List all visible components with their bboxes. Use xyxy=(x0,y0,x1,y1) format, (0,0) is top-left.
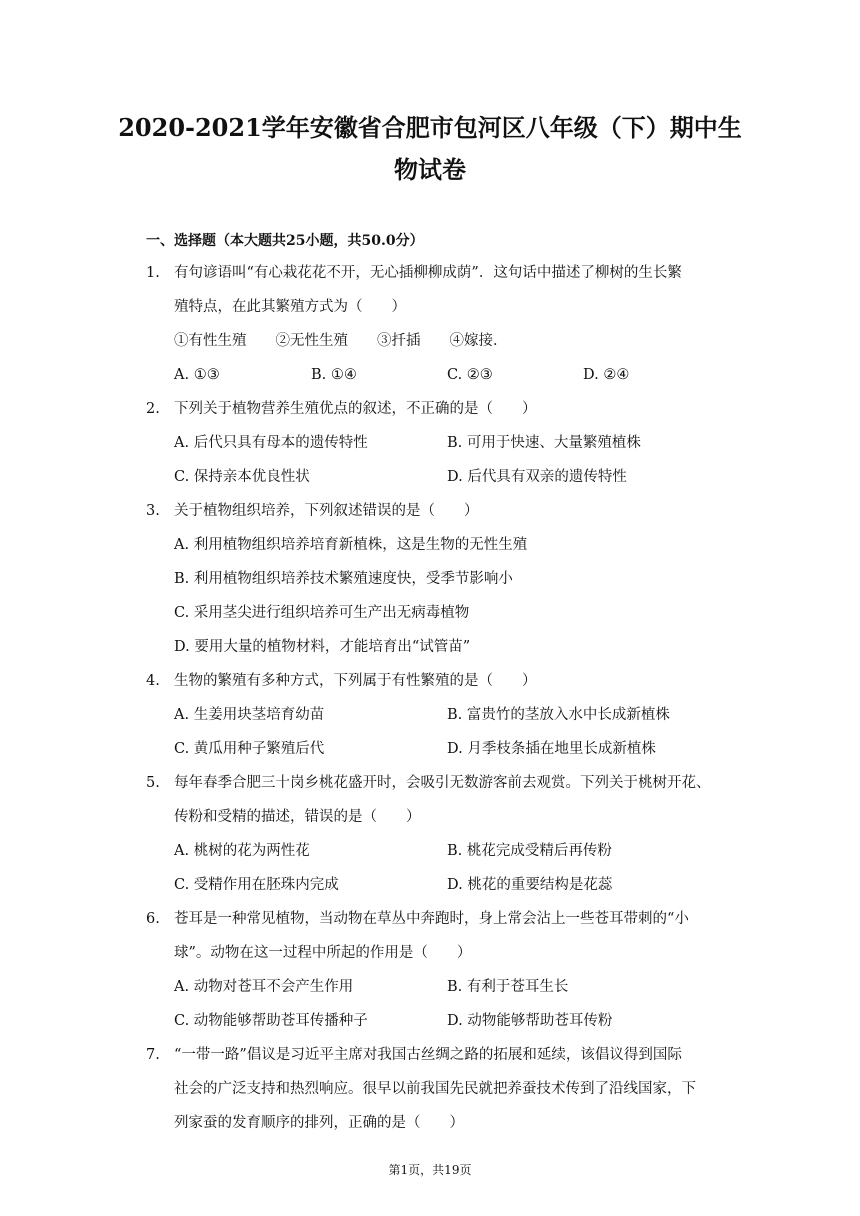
option-b: B. 桃花完成受精后再传粉 xyxy=(447,843,612,859)
option-a: A. 动物对苍耳不会产生作用 xyxy=(174,979,354,995)
question-text-line: 球”。动物在这一过程中所起的作用是（ ） xyxy=(174,945,472,961)
question-text-line: 有句谚语叫“有心栽花花不开，无心插柳柳成荫”．这句话中描述了柳树的生长繁 xyxy=(174,265,682,281)
option-a: A. 后代只具有母本的遗传特性 xyxy=(174,435,368,451)
option-a: A. 桃树的花为两性花 xyxy=(174,843,310,859)
question-number: 1. xyxy=(146,265,160,281)
option-c: C. 采用茎尖进行组织培养可生产出无病毒植物 xyxy=(174,605,470,621)
option-c: C. 保持亲本优良性状 xyxy=(174,469,310,485)
question-text-line: “一带一路”倡议是习近平主席对我国古丝绸之路的拓展和延续，该倡议得到国际 xyxy=(174,1047,682,1063)
option-d: D. 动物能够帮助苍耳传粉 xyxy=(447,1013,613,1029)
question-number: 5. xyxy=(146,775,160,791)
option-a: A. 利用植物组织培养培育新植株，这是生物的无性生殖 xyxy=(174,537,528,553)
option-b: B. 可用于快速、大量繁殖植株 xyxy=(447,435,641,451)
question-number: 3. xyxy=(146,503,160,519)
question-text-line: 列家蚕的发育顺序的排列，正确的是（ ） xyxy=(174,1115,464,1131)
option-b: B. 有利于苍耳生长 xyxy=(447,979,569,995)
question-text-line: 关于植物组织培养，下列叙述错误的是（ ） xyxy=(174,503,479,519)
question-text-line: 每年春季合肥三十岗乡桃花盛开时，会吸引无数游客前去观赏。下列关于桃树开花、 xyxy=(174,775,711,791)
option-a: A. ①③ xyxy=(174,367,220,383)
option-b: B. 富贵竹的茎放入水中长成新植株 xyxy=(447,707,670,723)
option-d: D. 桃花的重要结构是花蕊 xyxy=(447,877,613,893)
page-footer: 第1页，共19页 xyxy=(388,1163,472,1177)
question-number: 2. xyxy=(146,401,160,417)
option-d: D. 月季枝条插在地里长成新植株 xyxy=(447,741,656,757)
question-text-line: ①有性生殖 ②无性生殖 ③扦插 ④嫁接． xyxy=(174,333,508,349)
question-text-line: 传粉和受精的描述，错误的是（ ） xyxy=(174,809,421,825)
question-number: 4. xyxy=(146,673,160,689)
page-title-line-2: 物试卷 xyxy=(394,155,466,184)
option-c: C. 受精作用在胚珠内完成 xyxy=(174,877,339,893)
question-text-line: 生物的繁殖有多种方式，下列属于有性繁殖的是（ ） xyxy=(174,673,537,689)
question-text-line: 下列关于植物营养生殖优点的叙述，不正确的是（ ） xyxy=(174,401,537,417)
question-text-line: 殖特点，在此其繁殖方式为（ ） xyxy=(174,299,406,315)
page-title-line-1: 2020-2021学年安徽省合肥市包河区八年级（下）期中生 xyxy=(118,113,742,142)
option-c: C. 黄瓜用种子繁殖后代 xyxy=(174,741,325,757)
question-number: 6. xyxy=(146,911,160,927)
option-d: D. 后代具有双亲的遗传特性 xyxy=(447,469,627,485)
option-b: B. 利用植物组织培养技术繁殖速度快，受季节影响小 xyxy=(174,571,513,587)
question-text-line: 苍耳是一种常见植物，当动物在草丛中奔跑时，身上常会沾上一些苍耳带刺的“小 xyxy=(174,911,689,927)
question-text-line: 社会的广泛支持和热烈响应。很早以前我国先民就把养蚕技术传到了沿线国家，下 xyxy=(174,1081,696,1097)
option-a: A. 生姜用块茎培育幼苗 xyxy=(174,707,325,723)
option-c: C. ②③ xyxy=(447,367,493,383)
option-c: C. 动物能够帮助苍耳传播种子 xyxy=(174,1013,368,1029)
option-d: D. 要用大量的植物材料，才能培育出“试管苗” xyxy=(174,639,471,655)
question-number: 7. xyxy=(146,1047,160,1063)
section-heading: 一、选择题（本大题共25小题，共50.0分） xyxy=(146,233,424,249)
option-b: B. ①④ xyxy=(311,367,357,383)
option-d: D. ②④ xyxy=(583,367,630,383)
